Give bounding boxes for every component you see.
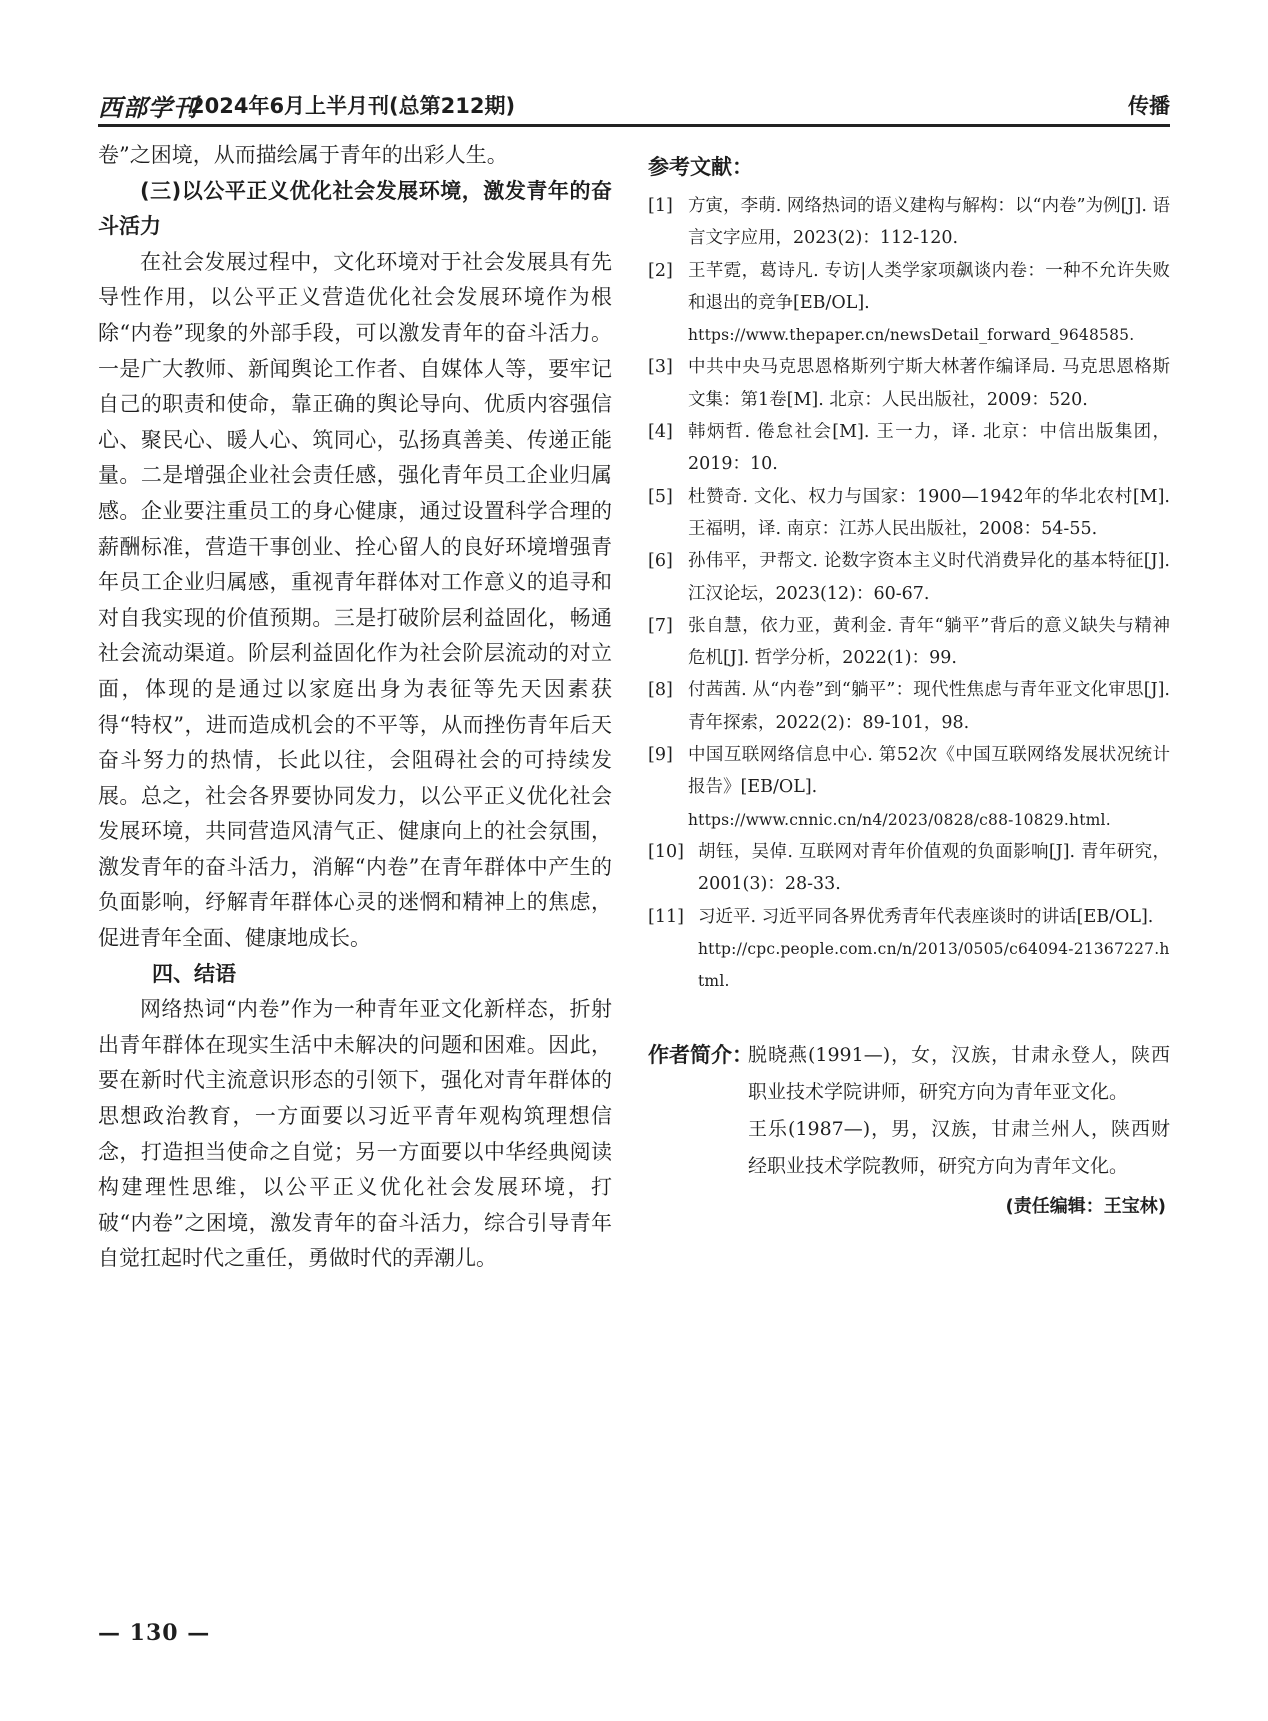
reference-item — [648, 739, 1170, 836]
reference-number: [2] — [648, 260, 673, 281]
reference-item — [648, 836, 1170, 901]
reference-number: [3] — [648, 357, 673, 378]
section-name: 传播 — [1128, 94, 1170, 118]
running-header — [98, 86, 1170, 122]
paragraph-continuation: 卷”之困境，从而描绘属于青年的出彩人生。 — [98, 143, 508, 167]
reference-number: [8] — [648, 680, 673, 701]
reference-text: 王芊霓，葛诗凡. 专访|人类学家项飙谈内卷：一种不允许失败和退出的竞争[EB/OL]. — [688, 260, 1170, 313]
author-bio — [648, 1037, 1170, 1185]
subsection-heading: (三)以公平正义优化社会发展环境，激发青年的奋斗活力 — [98, 178, 612, 239]
reference-number: [6] — [648, 551, 673, 572]
reference-number: [9] — [648, 745, 673, 766]
reference-url: https://www.cnnic.cn/n4/2023/0828/c88-10829.html. — [688, 810, 1111, 829]
references-heading: 参考文献： — [648, 155, 753, 179]
body-paragraph: 在社会发展过程中，文化环境对于社会发展具有先导性作用，以公平正义营造优化社会发展环境作为根除“内卷”现象的外部手段，可以激发青年的奋斗活力。一是广大教师、新闻舆论工作者、自媒体人等，要牢记自己的职责和使命，靠正确的舆论导向、优质内容强信心、聚民心、暖人心、筑同心，弘扬真善美、传递正能量。二是增强企业社会责任感，强化青年员工企业归属感。企业要注重员工的身心健康，通过设置科学合理的薪酬标准，营造干事创业、拴心留人的良好环境增强青年员工企业归属感，重视青年群体对工作意义的追寻和对自我实现的价值预期。三是打破阶层利益固化，畅通社会流动渠道。阶层利益固化作为社会阶层流动的对立面，体现的是通过以家庭出身为表征等先天因素获得“特权”，进而造成机会的不平等，从而挫伤青年后天奋斗努力的热情，长此以往，会阻碍社会的可持续发展。总之，社会各界要协同发力，以公平正义优化社会发展环境，共同营造风清气正、健康向上的社会氛围，激发青年的奋斗活力，消解“内卷”在青年群体中产生的负面影响，纾解青年群体心灵的迷惘和精神上的焦虑，促进青年全面、健康地成长。 — [98, 249, 612, 951]
reference-number: [11] — [648, 906, 684, 927]
reference-number: [10] — [648, 841, 684, 862]
reference-item — [648, 545, 1170, 610]
reference-text: 杜赞奇. 文化、权力与国家：1900—1942年的华北农村[M]. 王福明，译. 南京：江苏人民出版社，2008：54-55. — [688, 486, 1170, 539]
reference-item — [648, 610, 1170, 675]
author-bio-body — [748, 1037, 1170, 1185]
reference-list — [648, 190, 1170, 997]
reference-text: 中国互联网络信息中心. 第52次《中国互联网络发展状况统计报告》[EB/OL]. — [688, 745, 1170, 798]
responsible-editor: (责任编辑：王宝林) — [1005, 1196, 1166, 1218]
reference-text: 付茜茜. 从“内卷”到“躺平”：现代性焦虑与青年亚文化审思[J]. 青年探索，2022(2)：89-101，98. — [688, 680, 1170, 733]
reference-text: 中共中央马克思恩格斯列宁斯大林著作编译局. 马克思恩格斯文集：第1卷[M]. 北京：人民出版社，2009：520. — [688, 357, 1170, 410]
reference-text: 习近平. 习近平同各界优秀青年代表座谈时的讲话[EB/OL]. — [698, 906, 1154, 927]
author-bio-1: 脱晓燕(1991—)，女，汉族，甘肃永登人，陕西职业技术学院讲师，研究方向为青年亚文化。 — [748, 1044, 1170, 1104]
reference-text: 韩炳哲. 倦怠社会[M]. 王一力，译. 北京：中信出版集团，2019：10. — [688, 422, 1170, 475]
reference-item — [648, 901, 1170, 998]
reference-item — [648, 416, 1170, 481]
section-heading: 四、结语 — [152, 961, 236, 986]
conclusion-paragraph: 网络热词“内卷”作为一种青年亚文化新样态，折射出青年群体在现实生活中未解决的问题和困难。因此，要在新时代主流意识形态的引领下，强化对青年群体的思想政治教育，一方面要以习近平青年观构筑理想信念，打造担当使命之自觉；另一方面要以中华经典阅读构建理性思维，以公平正义优化社会发展环境，打破“内卷”之困境，激发青年的奋斗活力，综合引导青年自觉扛起时代之重任，勇做时代的弄潮儿。 — [98, 997, 612, 1271]
reference-item — [648, 481, 1170, 546]
reference-item — [648, 351, 1170, 416]
author-bio-2: 王乐(1987—)，男，汉族，甘肃兰州人，陕西财经职业技术学院教师，研究方向为青年文化。 — [748, 1118, 1170, 1178]
reference-item — [648, 674, 1170, 739]
reference-text: 方寅，李萌. 网络热词的语义建构与解构：以“内卷”为例[J]. 语言文字应用，2023(2)：112-120. — [688, 196, 1170, 249]
reference-text: 孙伟平，尹帮文. 论数字资本主义时代消费异化的基本特征[J]. 江汉论坛，2023(12)：60-67. — [688, 551, 1170, 604]
reference-number: [4] — [648, 422, 673, 443]
page-number: — 130 — — [98, 1620, 211, 1646]
header-rule — [98, 124, 1170, 127]
reference-number: [1] — [648, 196, 673, 216]
reference-number: [5] — [648, 486, 673, 507]
right-column — [648, 138, 1170, 1225]
left-column — [98, 138, 612, 1277]
reference-number: [7] — [648, 615, 673, 636]
reference-url: http://cpc.people.com.cn/n/2013/0505/c64094-21367227.html. — [698, 939, 1170, 991]
reference-url: https://www.thepaper.cn/newsDetail_forward_9648585. — [688, 326, 1135, 345]
reference-text: 胡钰，吴倬. 互联网对青年价值观的负面影响[J]. 青年研究，2001(3)：28-33. — [698, 841, 1170, 895]
author-bio-label: 作者简介： — [648, 1043, 753, 1068]
reference-text: 张自慧，依力亚，黄利金. 青年“躺平”背后的意义缺失与精神危机[J]. 哲学分析，2022(1)：99. — [688, 615, 1170, 669]
reference-item — [648, 190, 1170, 255]
reference-item — [648, 255, 1170, 352]
issue-info: 2024年6月上半月刊(总第212期) — [190, 94, 516, 118]
journal-logo: 西部学刊 — [98, 93, 198, 122]
